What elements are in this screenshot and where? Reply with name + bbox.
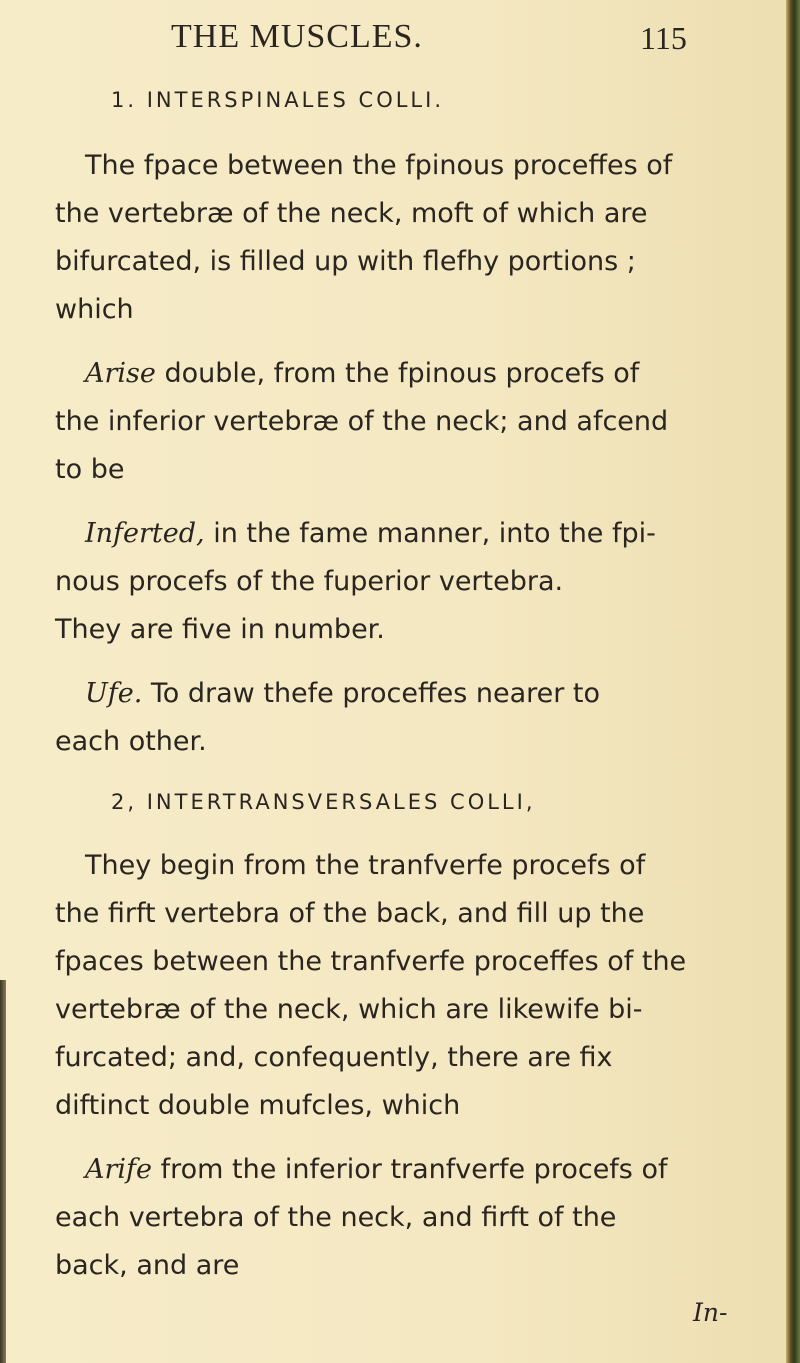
text-run: in the fame manner, into the fpi- — [204, 518, 656, 549]
section-heading: 1. INTERSPINALES COLLI. — [111, 88, 444, 112]
text-run: from the inferior tranfverfe procefs of — [152, 1154, 668, 1185]
page-shadow — [0, 980, 6, 1363]
text-line: nous procefs of the fuperior vertebra. — [55, 566, 564, 597]
text-line — [85, 1154, 667, 1185]
text-line: which — [55, 294, 134, 325]
text-line: to be — [55, 454, 125, 485]
text-line: They begin from the tranfverfe procefs of — [85, 850, 646, 881]
italic-term: Arife — [85, 1154, 153, 1185]
italic-term: Inferted, — [85, 518, 205, 549]
page-title: THE MUSCLES. — [171, 18, 423, 55]
catchword: In- — [693, 1298, 728, 1327]
text-line: bifurcated, is filled up with flefhy portions ; — [55, 246, 636, 277]
text-line — [85, 358, 639, 389]
page-edge — [786, 0, 800, 1363]
text-line: vertebræ of the neck, which are likewife bi- — [55, 994, 643, 1025]
section-heading: 2, INTERTRANSVERSALES COLLI, — [111, 790, 536, 814]
text-line — [85, 518, 656, 549]
text-line: each vertebra of the neck, and firft of the — [55, 1202, 617, 1233]
text-line: each other. — [55, 726, 207, 757]
text-line: The fpace between the fpinous proceffes of — [85, 150, 673, 181]
text-line: They are five in number. — [55, 614, 385, 645]
text-line: diftinct double mufcles, which — [55, 1090, 461, 1121]
italic-term: Arise — [85, 358, 156, 389]
text-run: To draw thefe proceffes nearer to — [142, 678, 601, 709]
text-line: furcated; and, confequently, there are fix — [55, 1042, 613, 1073]
running-head — [0, 10, 800, 54]
text-line: the vertebræ of the neck, moft of which are — [55, 198, 648, 229]
text-line: fpaces between the tranfverfe proceffes of the — [55, 946, 687, 977]
page-number: 115 — [640, 20, 687, 56]
text-line: the inferior vertebræ of the neck; and afcend — [55, 406, 669, 437]
text-run: double, from the fpinous procefs of — [155, 358, 640, 389]
text-line: back, and are — [55, 1250, 240, 1281]
text-line: the firft vertebra of the back, and fill up the — [55, 898, 645, 929]
italic-term: Ufe. — [85, 678, 143, 709]
text-line — [85, 678, 600, 709]
